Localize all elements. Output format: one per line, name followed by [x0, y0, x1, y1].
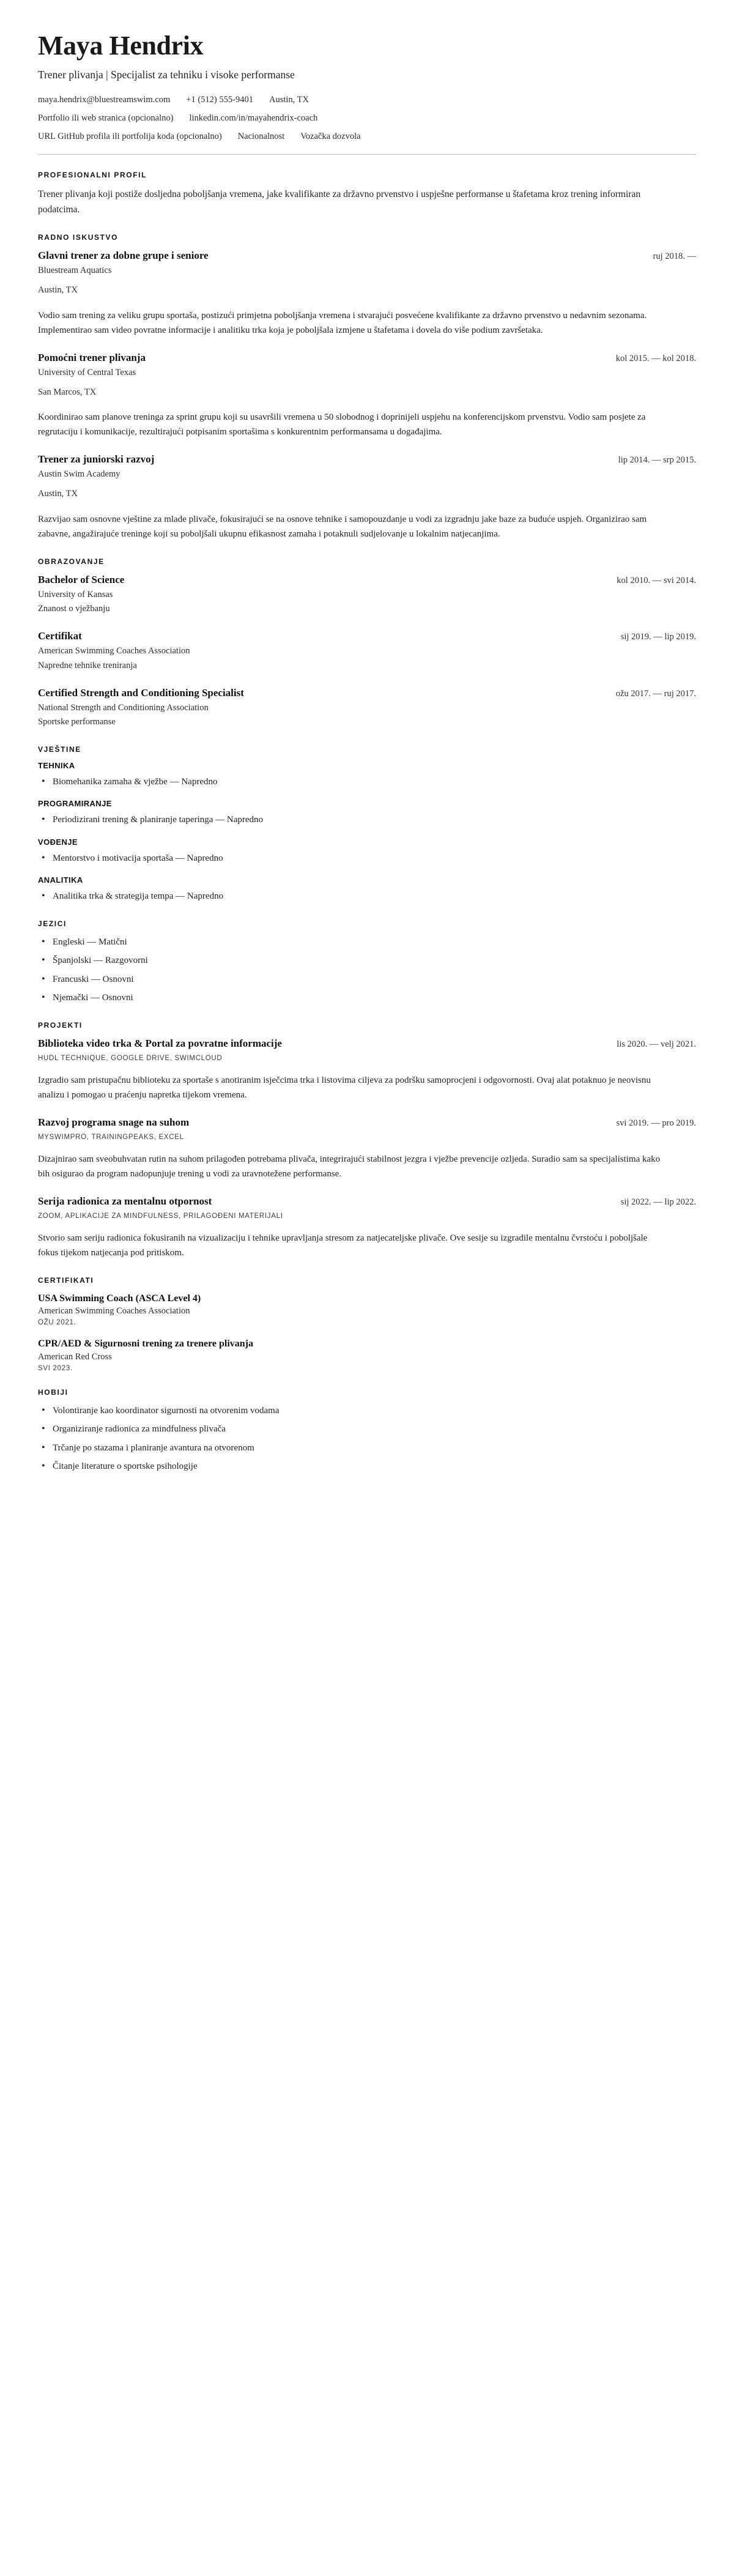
hobby-list: [38, 1404, 696, 1474]
section-profile: [38, 171, 696, 217]
field-of-study: Napredne tehnike treniranja: [38, 660, 137, 670]
job-title: Pomoćni trener plivanja: [38, 351, 146, 363]
project-date: svi 2019. — pro 2019.: [616, 1118, 696, 1128]
skill-list: [38, 852, 696, 866]
list-item: • Francuski — Osnovni: [38, 973, 696, 987]
certificate-title: USA Swimming Coach (ASCA Level 4): [38, 1293, 201, 1304]
experience-entry: [38, 351, 696, 439]
degree-date: ožu 2017. — ruj 2017.: [615, 688, 696, 699]
contact-row-extra: [38, 132, 696, 142]
skill-list: [38, 775, 696, 789]
skill-group-title: VOĐENJE: [38, 837, 78, 847]
entry-header: [38, 629, 696, 644]
section-title-languages: JEZICI: [38, 919, 67, 929]
certificate-entry: [38, 1337, 696, 1372]
list-item: • Periodizirani trening & planiranje taperinga — Napredno: [38, 813, 696, 827]
section-title-experience: RADNO ISKUSTVO: [38, 233, 119, 242]
job-title: Trener za juniorski razvoj: [38, 453, 155, 466]
job-location: Austin, TX: [38, 488, 78, 499]
experience-entry: [38, 249, 696, 337]
field-of-study: Znanost o vježbanju: [38, 604, 110, 614]
list-item: • Španjolski — Razgovorni: [38, 954, 696, 968]
project-title: Serija radionica za mentalnu otpornost: [38, 1195, 212, 1207]
project-title: Biblioteka video trka & Portal za povratne informacije: [38, 1037, 282, 1050]
project-tools: ZOOM, APLIKACIJE ZA MINDFULNESS, PRILAGOĐENI MATERIJALI: [38, 1212, 283, 1220]
education-entry: [38, 686, 696, 729]
certificate-date: SVI 2023.: [38, 1365, 73, 1373]
field-of-study: Sportske performanse: [38, 717, 116, 727]
section-education: [38, 557, 696, 729]
professional-headline: Trener plivanja | Specijalist za tehniku i visoke performanse: [38, 69, 295, 81]
section-projects: [38, 1021, 696, 1260]
list-item: • Čitanje literature o sportske psihologije: [38, 1460, 696, 1474]
project-tools: HUDL TECHNIQUE, GOOGLE DRIVE, SWIMCLOUD: [38, 1054, 223, 1062]
entry-header: [38, 1195, 696, 1209]
section-hobbies: [38, 1388, 696, 1474]
header-divider: [38, 154, 696, 155]
project-tools: MYSWIMPRO, TRAININGPEAKS, EXCEL: [38, 1133, 184, 1141]
contact-row-email: [38, 95, 696, 105]
entry-header: [38, 351, 696, 365]
entry-header: [38, 1116, 696, 1130]
project-description: Stvorio sam seriju radionica fokusiranih na vizualizaciju i tehnike upravljanja stresom za natjecateljske plivače. Ove sesije su izgradile mentalnu čvrstoću i poboljšale fokus tijekom natjecanja pod pritiskom.: [38, 1233, 648, 1258]
list-item: • Analitika trka & strategija tempa — Napredno: [38, 889, 696, 904]
project-entry: [38, 1037, 696, 1102]
list-item: • Engleski — Matični: [38, 935, 696, 949]
job-description: Razvijao sam osnovne vještine za mlade plivače, fokusirajući se na osnove tehnike i samopouzdanje u vodi za izgradnju jake baze za buduće uspjeh. Organizirao sam zabavne, angažirajuće treninge koji su poboljšali ukupnu efikasnost zamaha i potaknuli sudjelovanje u lokalnim natjecanjima.: [38, 514, 647, 539]
project-date: sij 2022. — lip 2022.: [620, 1197, 696, 1207]
job-location: Austin, TX: [38, 285, 78, 295]
certificate-date: OŽU 2021.: [38, 1319, 76, 1327]
section-title-hobbies: HOBIJI: [38, 1388, 69, 1397]
section-title-projects: PROJEKTI: [38, 1021, 83, 1030]
list-item: • Organiziranje radionica za mindfulness plivača: [38, 1422, 696, 1436]
degree-date: kol 2010. — svi 2014.: [617, 575, 696, 585]
section-title-skills: VJEŠTINE: [38, 745, 81, 754]
section-title-education: OBRAZOVANJE: [38, 557, 105, 566]
skill-list: [38, 813, 696, 827]
job-date: kol 2015. — kol 2018.: [615, 353, 696, 363]
job-date: ruj 2018. —: [653, 251, 696, 262]
project-entry: [38, 1195, 696, 1260]
entry-header: [38, 573, 696, 587]
list-item: • Mentorstvo i motivacija sportaša — Napredno: [38, 852, 696, 866]
job-description: Vodio sam trening za veliku grupu sportaša, postizući primjetna poboljšanja vremena i stvarajući posvećene kvalifikante za državno prvenstvo u nedavnim sezonama. Implementirao sam video povratne informacije i analitiku trka koja je poboljšala izmjene u štafetama i dovela do više podium završetaka.: [38, 310, 647, 335]
degree-title: Certifikat: [38, 630, 82, 642]
github-placeholder-text: URL GitHub profila ili portfolija koda (opcionalno): [38, 132, 222, 142]
job-company: Austin Swim Academy: [38, 469, 120, 480]
certificate-issuer: American Red Cross: [38, 1352, 112, 1362]
entry-header: [38, 249, 696, 263]
project-title: Razvoj programa snage na suhom: [38, 1116, 190, 1128]
skill-list: [38, 889, 696, 904]
linkedin-text: linkedin.com/in/mayahendrix-coach: [189, 113, 318, 124]
job-description: Koordinirao sam planove treninga za sprint grupu koji su usavršili vremena u 50 slobodnog i doprinijeli uspjehu na konferencijskom prvenstvu. Vodio sam posjete za regrutaciju i komunikacije, rezultirajući potpisanim sportašima s konkurentnim performansama u događajima.: [38, 412, 646, 437]
school-name: University of Kansas: [38, 589, 113, 599]
list-item: • Volontiranje kao koordinator sigurnosti na otvorenim vodama: [38, 1404, 696, 1418]
project-date: lis 2020. — velj 2021.: [617, 1039, 696, 1050]
driving-license-text: Vozačka dozvola: [300, 132, 361, 142]
school-name: American Swimming Coaches Association: [38, 646, 190, 656]
skill-group: [38, 799, 696, 827]
entry-header: [38, 686, 696, 700]
skill-group-title: PROGRAMIRANJE: [38, 799, 112, 809]
language-list: [38, 935, 696, 1005]
entry-header: [38, 453, 696, 467]
contact-row-links: [38, 113, 696, 124]
job-date: lip 2014. — srp 2015.: [618, 455, 696, 466]
portfolio-placeholder-text: Portfolio ili web stranica (opcionalno): [38, 113, 174, 124]
education-entry: [38, 573, 696, 616]
list-item: • Biomehanika zamaha & vježbe — Napredno: [38, 775, 696, 789]
entry-header: [38, 1037, 696, 1051]
email-text: maya.hendrix@bluestreamswim.com: [38, 95, 171, 105]
section-languages: [38, 919, 696, 1005]
skill-group: [38, 837, 696, 866]
experience-entry: [38, 453, 696, 541]
certificate-issuer: American Swimming Coaches Association: [38, 1306, 190, 1316]
degree-title: Certified Strength and Conditioning Specialist: [38, 686, 244, 699]
nationality-text: Nacionalnost: [237, 132, 285, 142]
list-item: • Njemački — Osnovni: [38, 991, 696, 1005]
skill-group-title: TEHNIKA: [38, 761, 75, 771]
job-company: University of Central Texas: [38, 367, 136, 377]
section-skills: [38, 745, 696, 904]
project-description: Izgradio sam pristupačnu biblioteku za sportaše s anotiranim isječcima trka i listovima ciljeva za podršku samoprocjeni i odgovornosti. Ovaj alat potaknuo je neovisnu analizu i pomogao u praćenju napretka tijekom vremena.: [38, 1075, 651, 1100]
section-certificates: [38, 1276, 696, 1372]
phone-text: +1 (512) 555-9401: [186, 95, 253, 105]
school-name: National Strength and Conditioning Association: [38, 702, 209, 713]
degree-date: sij 2019. — lip 2019.: [620, 632, 696, 642]
project-description: Dizajnirao sam sveobuhvatan rutin na suhom prilagođen potrebama plivača, integrirajući stabilnost jezgra i vježbe prevencije ozljeda. Suradio sam sa specijalistima kako bih osigurao da program nadopunjuje trening u vodi za uravnotežene performanse.: [38, 1154, 661, 1179]
list-item: • Trčanje po stazama i planiranje avantura na otvorenom: [38, 1441, 696, 1455]
profile-text: Trener plivanja koji postiže dosljedna poboljšanja vremena, jake kvalifikante za državno prvenstvo i uspješne performanse u štafetama kroz trening informiran podatcima.: [38, 189, 641, 215]
section-title-certificates: CERTIFIKATI: [38, 1275, 94, 1285]
degree-title: Bachelor of Science: [38, 573, 125, 585]
section-experience: [38, 233, 696, 541]
section-title-profile: PROFESIONALNI PROFIL: [38, 171, 147, 180]
education-entry: [38, 629, 696, 672]
location-text: Austin, TX: [269, 95, 309, 105]
resume-header: [38, 32, 696, 142]
skill-group-title: ANALITIKA: [38, 875, 83, 885]
job-title: Glavni trener za dobne grupe i seniore: [38, 250, 209, 262]
page-title: Maya Hendrix: [38, 31, 204, 61]
project-entry: [38, 1116, 696, 1181]
job-location: San Marcos, TX: [38, 387, 97, 397]
job-company: Bluestream Aquatics: [38, 265, 112, 276]
certificate-title: CPR/AED & Sigurnosni trening za trenere plivanja: [38, 1338, 254, 1349]
skill-group: [38, 875, 696, 904]
certificate-entry: [38, 1292, 696, 1327]
skill-group: [38, 761, 696, 789]
